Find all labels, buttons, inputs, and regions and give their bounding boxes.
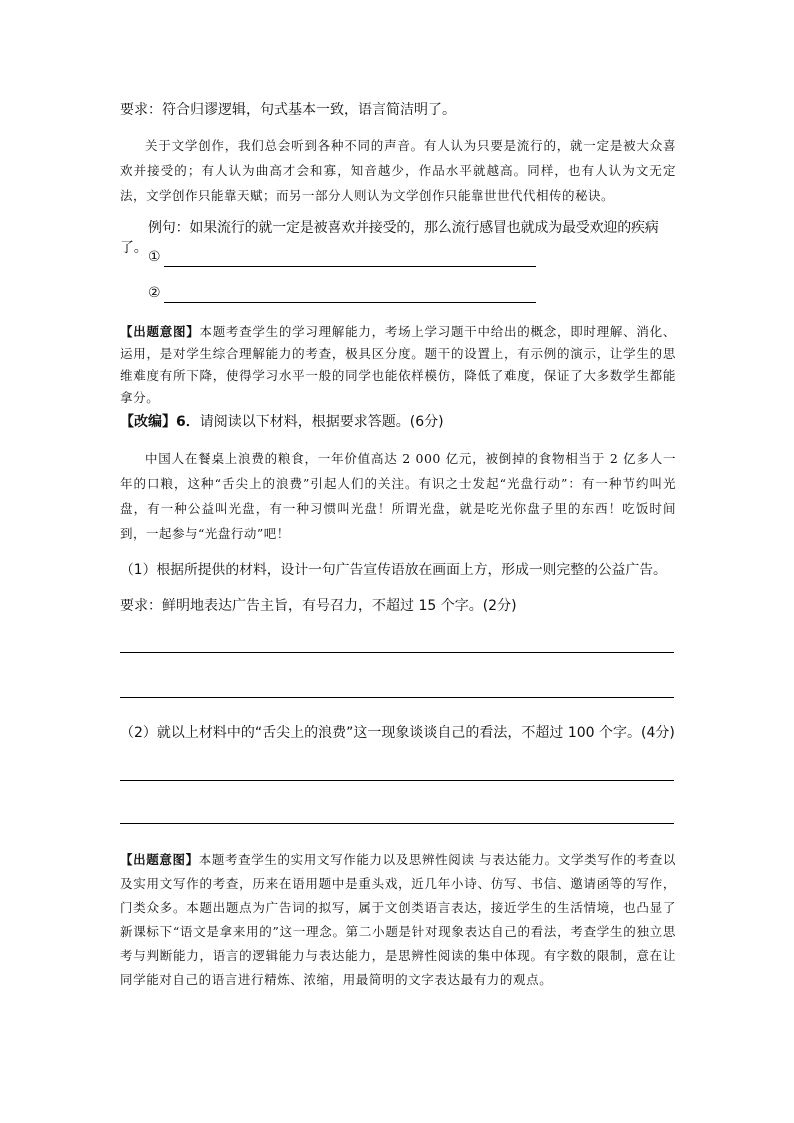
answer-line-1[interactable] xyxy=(120,652,674,653)
answer-line-2[interactable] xyxy=(120,697,674,698)
intent-tag: 【出题意图】 xyxy=(120,324,200,339)
sub-question-2: （2）就以上材料中的“舌尖上的浪费”这一现象谈谈自己的看法，不超过 100 个字。(4分) xyxy=(120,725,675,741)
intent-note-2 xyxy=(120,848,676,992)
example-sentence: 例句：如果流行的就一定是被喜欢并接受的，那么流行感冒也就成为最受欢迎的疾病了。 xyxy=(120,220,659,256)
question-text: 请阅读以下材料，根据要求答题。(6分) xyxy=(199,414,444,430)
question-6 xyxy=(120,412,676,432)
requirement-1: 要求：符合归谬逻辑，句式基本一致，语言简洁明了。 xyxy=(120,102,456,118)
blank-line xyxy=(164,302,536,303)
passage-1: 关于文学创作，我们总会听到各种不同的声音。有人认为只要是流行的，就一定是被大众喜欢并接受的；有人认为曲高才会和寡，知音越少，作品水平就越高。同样，也有人认为文无定法，文学创作只能靠天赋；而另一部分人则认为文学创作只能靠世世代代相传的秘诀。 xyxy=(120,138,676,203)
sub-question-1: （1）根据所提供的材料，设计一句广告宣传语放在画面上方，形成一则完整的公益广告。 xyxy=(120,562,667,578)
answer-line-3[interactable] xyxy=(120,780,674,781)
blank-line xyxy=(164,266,536,267)
blank-number: ① xyxy=(148,249,161,265)
answer-blank-1[interactable] xyxy=(148,249,540,269)
requirement-2: 要求：鲜明地表达广告主旨，有号召力，不超过 15 个字。(2分) xyxy=(120,598,517,614)
intent-text: 本题考查学生的实用文写作能力以及思辨性阅读 与表达能力。文学类写作的考查以及实用文写作的考查，历来在语用题中是重头戏，近几年小诗、仿写、书信、邀请函等的写作，门类众多。本题出题点为广告词的拟写，属于文创类语言表达，接近学生的生活情境，也凸显了新课标下“语文是拿来用的”这一理念。第二小题是针对现象表达自己的看法，考查学生的独立思考与判断能力，语言的逻辑能力与表达能力，是思辨性阅读的集中体现。有字数的限制，意在让同学能对自己的语言进行精炼、浓缩，用最简明的文字表达最有力的观点。 xyxy=(120,852,676,987)
intent-note-1 xyxy=(120,321,676,409)
passage-2: 中国人在餐桌上浪费的粮食，一年价值高达 2 000 亿元，被倒掉的食物相当于 2 亿多人一年的口粮，这种“舌尖上的浪费”引起人们的关注。有识之士发起“光盘行动”：有一种节约叫光盘，有一种公益叫光盘，有一种习惯叫光盘！所谓光盘，就是吃光你盘子里的东西！吃饭时间到，一起参与“光盘行动”吧！ xyxy=(120,451,676,541)
question-number: 【改编】6． xyxy=(120,414,200,430)
blank-number: ② xyxy=(148,285,161,301)
intent-text: 本题考查学生的学习理解能力，考场上学习题干中给出的概念，即时理解、消化、运用，是对学生综合理解能力的考查，极具区分度。题干的设置上，有示例的演示，让学生的思维难度有所下降，使得学习水平一般的同学也能依样模仿，降低了难度，保证了大多数学生都能拿分。 xyxy=(120,324,676,405)
intent-tag: 【出题意图】 xyxy=(120,852,199,867)
answer-line-4[interactable] xyxy=(120,823,674,824)
answer-blank-2[interactable] xyxy=(148,285,540,305)
